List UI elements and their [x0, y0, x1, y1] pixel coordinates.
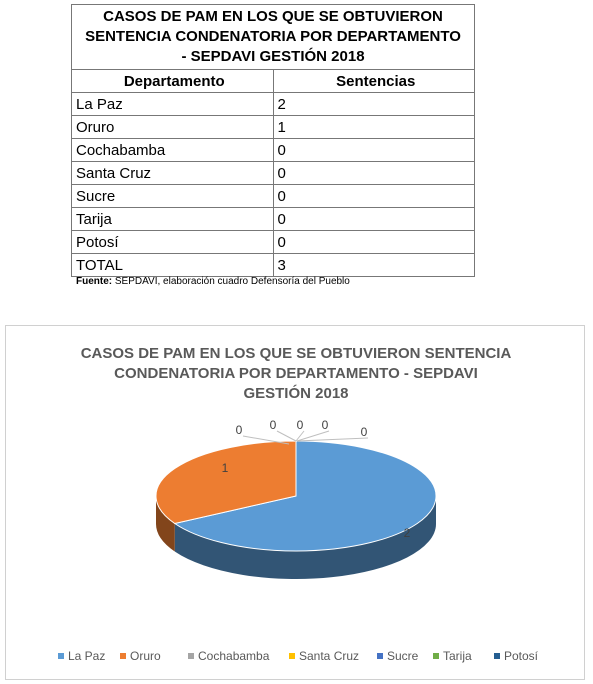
chart-title-line: CONDENATORIA POR DEPARTAMENTO - SEPDAVI [114, 365, 478, 382]
legend-label: Oruro [130, 649, 161, 663]
value-cell: 0 [273, 162, 475, 185]
table-row [72, 93, 475, 116]
legend-item-oruro [120, 649, 161, 663]
leader-line-potosi [297, 438, 368, 441]
pie-chart [6, 326, 584, 679]
data-label-la-paz: 2 [403, 526, 411, 540]
chart-title-line: CASOS DE PAM EN LOS QUE SE OBTUVIERON SENTENCIA [80, 345, 512, 362]
legend-label: Potosí [504, 649, 539, 663]
table-row [72, 139, 475, 162]
legend-swatch [58, 653, 64, 659]
data-label-cochabamba: 0 [235, 423, 243, 437]
value-cell: 0 [273, 208, 475, 231]
table-title-line: SENTENCIA CONDENATORIA POR DEPARTAMENTO [85, 28, 461, 45]
column-header-sentencias: Sentencias [273, 70, 475, 93]
table-row [72, 231, 475, 254]
value-cell: 0 [273, 185, 475, 208]
legend-item-santa-cruz [289, 649, 359, 663]
dept-cell: Sucre [72, 185, 274, 208]
legend-item-tarija [433, 649, 472, 663]
legend-swatch [494, 653, 500, 659]
pie-chart-area [5, 325, 585, 680]
legend-swatch [120, 653, 126, 659]
dept-cell: Oruro [72, 116, 274, 139]
legend-label: Cochabamba [198, 649, 270, 663]
table-row [72, 185, 475, 208]
legend-label: Santa Cruz [299, 649, 360, 663]
dept-cell: TOTAL [72, 254, 274, 277]
leader-line-santa-cruz [277, 431, 296, 441]
legend-item-potosi [494, 649, 539, 663]
table-title-line: - SEPDAVI GESTIÓN 2018 [181, 48, 365, 65]
legend-label: Tarija [443, 649, 472, 663]
value-cell: 0 [273, 231, 475, 254]
table-row [72, 116, 475, 139]
table-total-row [72, 254, 475, 277]
legend-swatch [377, 653, 383, 659]
column-header-departamento: Departamento [72, 70, 274, 93]
pie-slices [156, 441, 436, 579]
source-note [76, 276, 350, 287]
legend-item-cochabamba [188, 649, 270, 663]
table-row [72, 162, 475, 185]
value-cell: 3 [273, 254, 475, 277]
table-title-line: CASOS DE PAM EN LOS QUE SE OBTUVIERON [103, 8, 443, 25]
dept-cell: Tarija [72, 208, 274, 231]
legend-swatch [188, 653, 194, 659]
legend-label: Sucre [387, 649, 419, 663]
dept-cell: Cochabamba [72, 139, 274, 162]
value-cell: 1 [273, 116, 475, 139]
source-label: Fuente: [76, 276, 113, 287]
data-label-tarija: 0 [321, 418, 329, 432]
legend-swatch [289, 653, 295, 659]
dept-cell: Potosí [72, 231, 274, 254]
data-label-sucre: 0 [296, 418, 304, 432]
table-header-row [72, 70, 475, 93]
chart-title-line: GESTIÓN 2018 [243, 385, 349, 402]
value-cell: 2 [273, 93, 475, 116]
table-title-row [72, 5, 475, 70]
dept-cell: Santa Cruz [72, 162, 274, 185]
legend-item-la-paz [58, 649, 105, 663]
source-text: SEPDAVI, elaboración cuadro Defensoría del Pueblo [112, 276, 350, 287]
data-table [71, 4, 475, 277]
value-cell: 0 [273, 139, 475, 162]
table-title [72, 5, 475, 70]
legend-item-sucre [377, 649, 419, 663]
legend-label: La Paz [68, 649, 106, 663]
data-label-potosi: 0 [360, 425, 368, 439]
data-label-oruro: 1 [221, 461, 229, 475]
data-label-santa-cruz: 0 [269, 418, 277, 432]
dept-cell: La Paz [72, 93, 274, 116]
chart-legend [58, 649, 539, 663]
legend-swatch [433, 653, 439, 659]
table-row [72, 208, 475, 231]
